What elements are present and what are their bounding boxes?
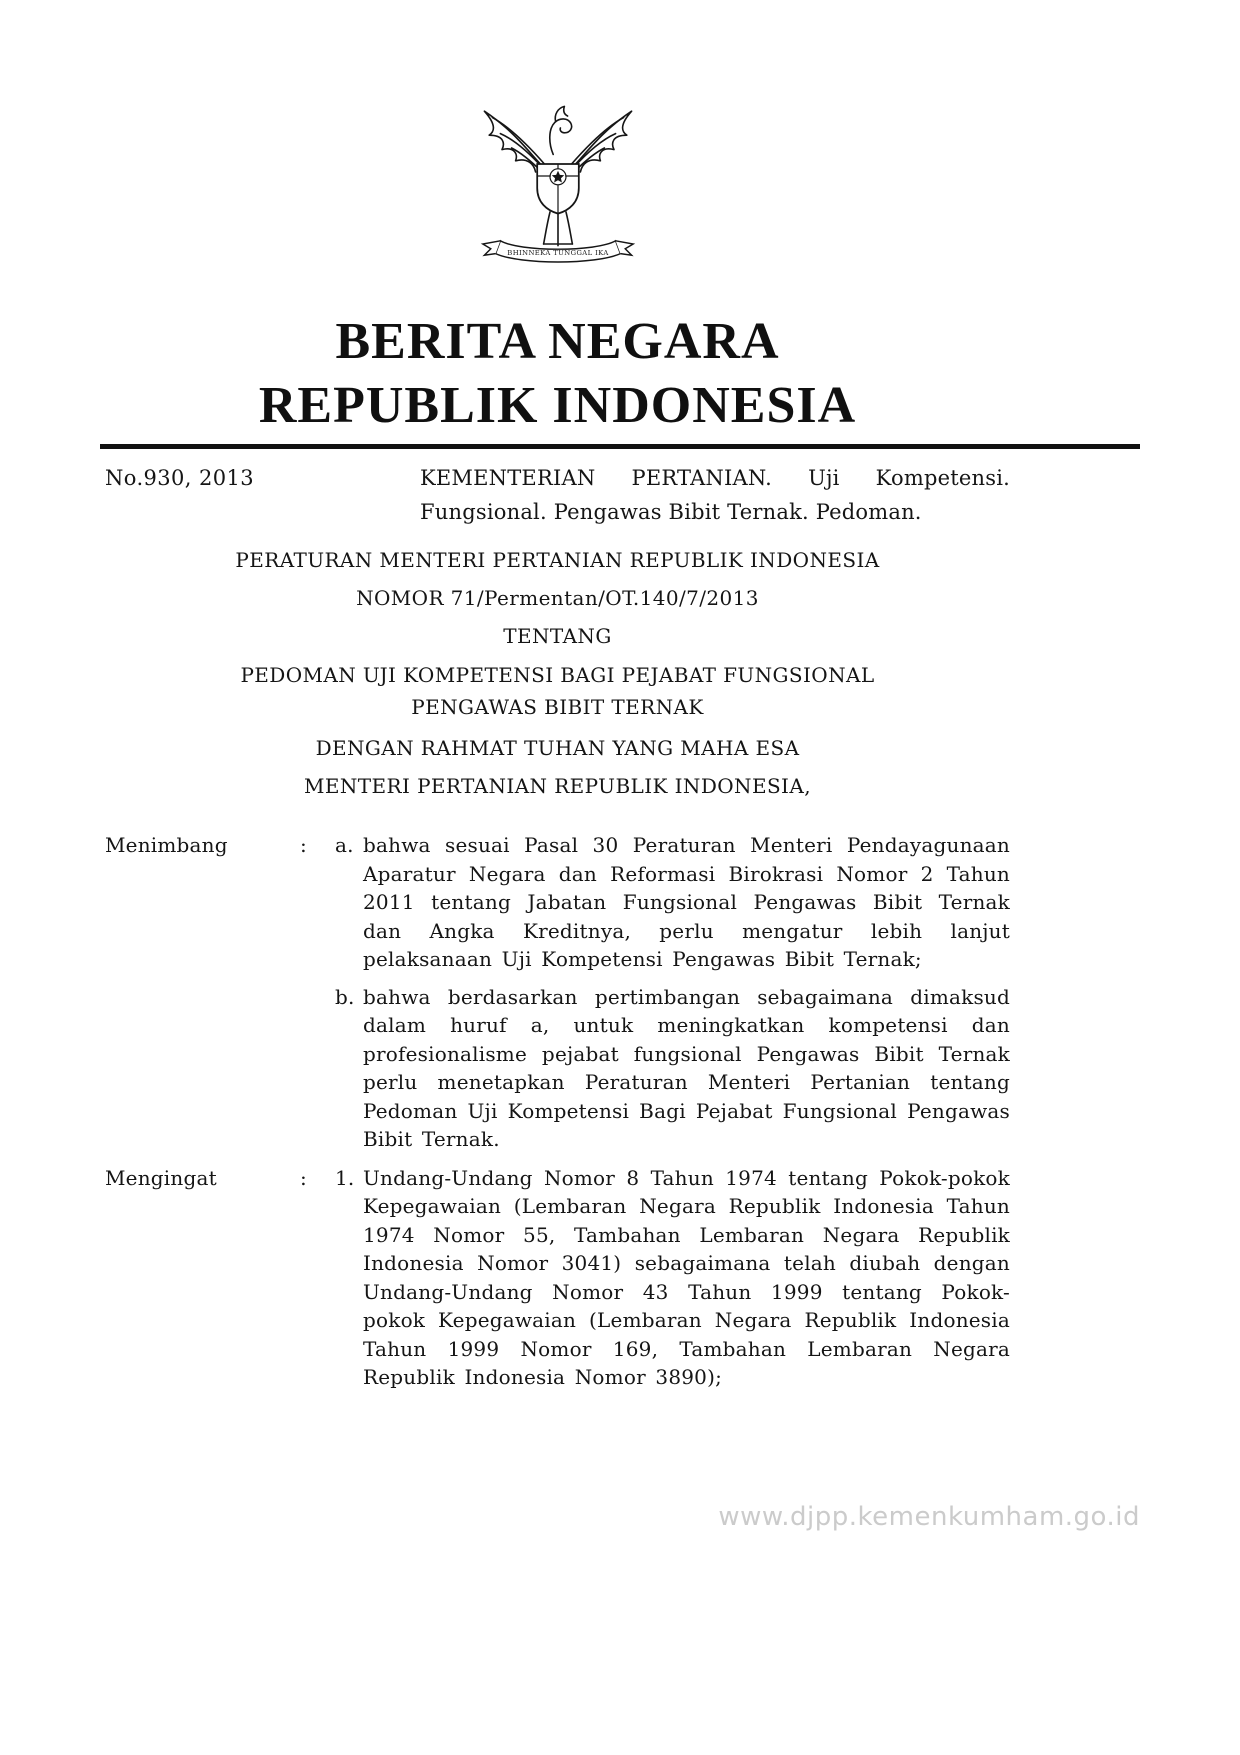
regulation-heading xyxy=(105,545,1010,801)
regulation-number: NOMOR 71/Permentan/OT.140/7/2013 xyxy=(356,586,759,610)
menimbang-section xyxy=(105,831,1010,1154)
garuda-pancasila-emblem xyxy=(105,0,1010,276)
subject-abstract xyxy=(420,461,1010,529)
tail xyxy=(543,212,549,244)
abstract-line1: KEMENTERIAN PERTANIAN. Uji Kompetensi. xyxy=(420,466,1010,490)
menimbang-item-b-marker: b. xyxy=(335,984,355,1009)
eagle-head xyxy=(549,119,571,155)
regulation-title: PERATURAN MENTERI PERTANIAN REPUBLIK INDONESIA xyxy=(235,548,880,572)
mengingat-label: Mengingat xyxy=(105,1165,217,1190)
menimbang-item-a-text: bahwa sesuai Pasal 30 Peraturan Menteri Pendayagunaan Aparatur Negara dan Reformasi Birokrasi Nomor 2 Tahun 2011 tentang Jabatan Fungsional Pengawas Bibit Ternak dan Angka Kreditnya, perlu mengatur lebih lanjut pelaksanaan Uji Kompetensi Pengawas Bibit Ternak; xyxy=(363,833,1010,971)
garuda-emblem-drawing xyxy=(468,84,648,276)
menimbang-separator: : xyxy=(300,833,307,857)
menimbang-label: Menimbang xyxy=(105,833,228,857)
masthead-title xyxy=(105,310,1010,438)
spacer xyxy=(300,983,335,1154)
masthead-line1: BERITA NEGARA xyxy=(335,313,780,370)
invocation-line: DENGAN RAHMAT TUHAN YANG MAHA ESA xyxy=(315,736,800,760)
regulation-subject-line2: PENGAWAS BIBIT TERNAK xyxy=(411,695,704,719)
site-watermark: www.djpp.kemenkumham.go.id xyxy=(718,1502,1140,1532)
mengingat-separator: : xyxy=(300,1165,307,1190)
page-content xyxy=(105,0,1010,1392)
regulation-tentang: TENTANG xyxy=(503,624,612,648)
spacer xyxy=(105,983,300,1154)
masthead-line2: REPUBLIK INDONESIA xyxy=(258,377,857,434)
issue-row xyxy=(105,461,1010,529)
issue-number: No.930, 2013 xyxy=(105,466,255,490)
mengingat-item-1-text: Undang-Undang Nomor 8 Tahun 1974 tentang Pokok-pokok Kepegawaian (Lembaran Negara Republik Indonesia Tahun 1974 Nomor 55, Tambahan Lembaran Negara Republik Indonesia Nomor 3041) sebagaimana telah diubah dengan Undang-Undang Nomor 43 Tahun 1999 tentang Pokok-pokok Kepegawaian (Lembaran Negara Republik Indonesia Tahun 1999 Nomor 169, Tambahan Lembaran Negara Republik Indonesia Nomor 3890); xyxy=(363,1165,1010,1389)
emblem-motto-text: BHINNEKA TUNGGAL IKA xyxy=(506,249,609,258)
authority-line: MENTERI PERTANIAN REPUBLIK INDONESIA, xyxy=(304,774,811,798)
menimbang-item-b-text: bahwa berdasarkan pertimbangan sebagaimana dimaksud dalam huruf a, untuk meningkatkan kompetensi dan profesionalisme pejabat fungsional Pengawas Bibit Ternak perlu menetapkan Peraturan Menteri Pertanian tentang Pedoman Uji Kompetensi Bagi Pejabat Fungsional Pengawas Bibit Ternak. xyxy=(363,984,1010,1151)
menimbang-item-a-marker: a. xyxy=(335,833,354,857)
mengingat-section xyxy=(105,1164,1010,1392)
mengingat-item-1-marker: 1. xyxy=(335,1165,355,1190)
masthead-divider xyxy=(100,444,1140,449)
abstract-line2: Fungsional. Pengawas Bibit Ternak. Pedoman. xyxy=(420,500,922,524)
regulation-subject-line1: PEDOMAN UJI KOMPETENSI BAGI PEJABAT FUNGSIONAL xyxy=(240,663,875,687)
